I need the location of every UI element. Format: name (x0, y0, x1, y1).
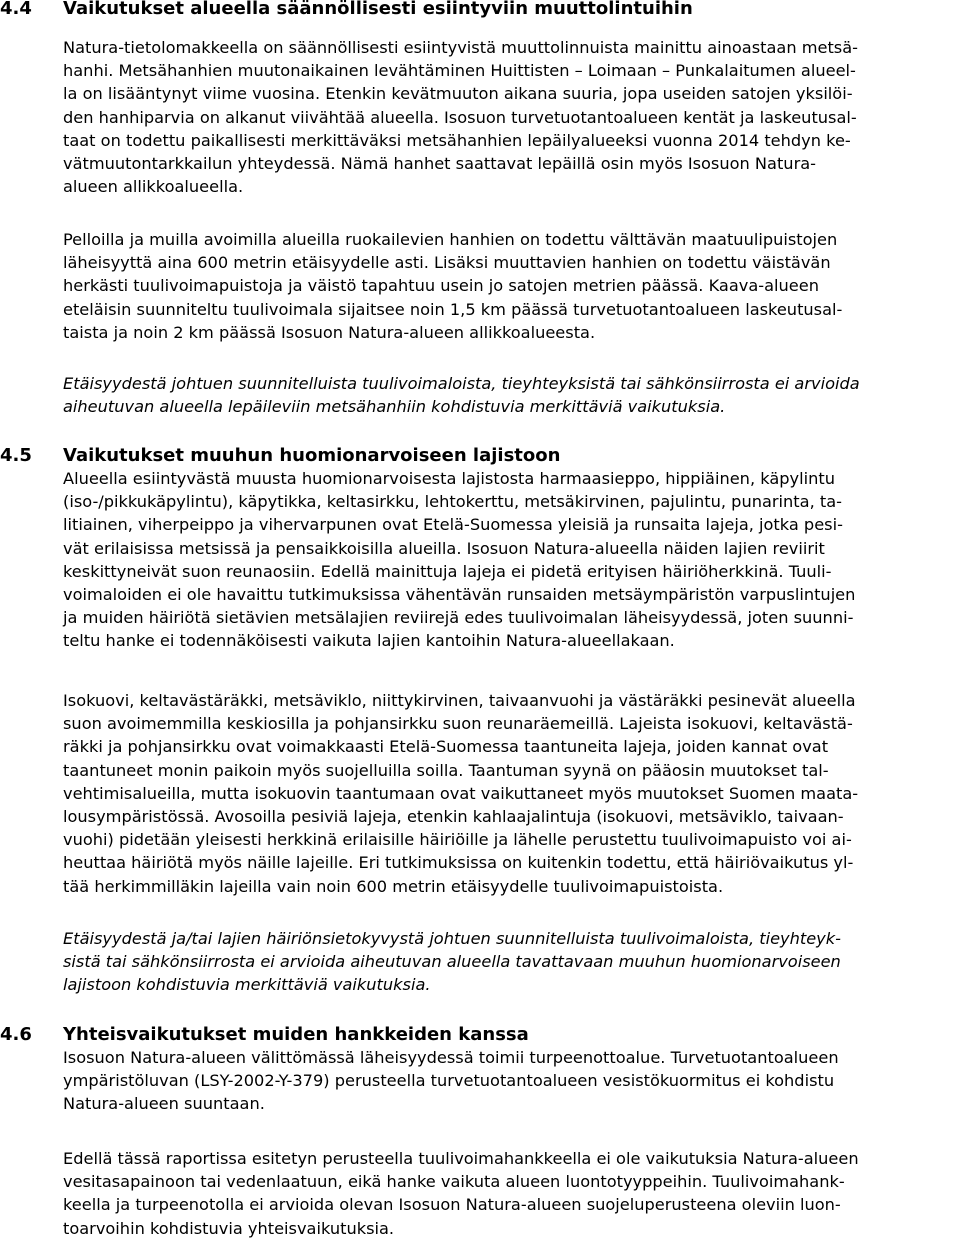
text-line: la on lisääntynyt viime vuosina. Etenkin kevätmuuton aikana suuria, jopa useiden satojen yksilöi- (63, 84, 853, 104)
text-line: taista ja noin 2 km päässä Isosuon Natura-alueen allikkoalueesta. (63, 322, 596, 342)
text-line: den hanhiparvia on alkanut viivähtää alueella. Isosuon turvetuotantoalueen kentät ja laskeutusal- (63, 107, 857, 127)
text-line: lajistoon kohdistuvia merkittäviä vaikutuksia. (63, 975, 431, 995)
text-line: ympäristöluvan (LSY-2002-Y-379) perusteella turvetuotantoalueen vesistökuormitus ei kohdistu (63, 1071, 835, 1091)
paragraph (63, 689, 960, 898)
text-line: hanhi. Metsähanhien muutonaikainen levähtäminen Huittisten – Loimaan – Punkalaitumen alueel- (63, 61, 856, 81)
text-line: Etäisyydestä ja/tai lajien häiriönsietokyvystä johtuen suunnitelluista tuulivoimaloista, tieyhteyk- (63, 929, 841, 948)
text-line: sistä tai sähkönsiirrosta ei arvioida aiheutuvan alueella tavattavaan muuhun huomionarvoiseen (63, 952, 841, 972)
text-line: heuttaa häiriötä myös näille lajeille. Eri tutkimuksissa on kuitenkin todettu, että häiriövaikutus yl- (63, 853, 854, 873)
section-title: Yhteisvaikutukset muiden hankkeiden kanssa (63, 1024, 529, 1045)
section-title: Vaikutukset muuhun huomionarvoiseen lajistoon (63, 445, 561, 466)
text-line: eteläisin suunniteltu tuulivoimala sijaitsee noin 1,5 km päässä turvetuotantoalueen laskeutusal- (63, 299, 843, 319)
text-line: keskittyneivät suon reunaosiin. Edellä mainittuja lajeja ei pidetä erityisen häiriöherkkinä. Tuuli- (63, 561, 832, 581)
text-line: Natura-alueen suuntaan. (63, 1094, 265, 1114)
text-line: teltu hanke ei todennäköisesti vaikuta lajien kantoihin Natura-alueellakaan. (63, 631, 675, 651)
text-line: Natura-tietolomakkeella on säännöllisesti esiintyvistä muuttolinnuista mainittu ainoastaan metsä- (63, 38, 858, 57)
text-line: alueen allikkoalueella. (63, 177, 244, 197)
text-line: vesitasapainoon tai vedenlaatuun, eikä hanke vaikuta alueen luontotyyppeihin. Tuulivoimahank- (63, 1172, 845, 1192)
text-line: herkästi tuulivoimapuistoja ja väistö tapahtuu usein jo satojen metrien päässä. Kaava-alueen (63, 276, 819, 296)
text-line: (iso-/pikkukäpylintu), käpytikka, keltasirkku, lehtokerttu, metsäkirvinen, pajulintu, punarinta, ta- (63, 492, 842, 512)
text-line: taat on todettu paikallisesti merkittäväksi metsähanhien lepäilyalueeksi vuonna 2014 tehdyn ke- (63, 130, 851, 150)
text-line: Alueella esiintyvästä muusta huomionarvoisesta lajistosta harmaasieppo, hippiäinen, käpylintu (63, 469, 835, 488)
text-line: taantuneet monin paikoin myös suojelluilla soilla. Taantuman syynä on pääosin muutokset tal- (63, 760, 829, 780)
text-line: suon avoimemmilla keskiosilla ja pohjansirkku suon reunaräemeillä. Lajeista isokuovi, keltavästä- (63, 714, 853, 734)
section-heading-4-6 (0, 1022, 960, 1048)
text-line: vuohi) pidetään yleisesti herkkinä erilaisille häiriöille ja lähelle perustettu tuulivoimapuisto voi ai- (63, 830, 852, 850)
paragraph (63, 467, 960, 653)
conclusion-paragraph (63, 927, 960, 997)
text-line: Etäisyydestä johtuen suunnitelluista tuulivoimaloista, tieyhteyksistä tai sähkönsiirrosta ei arvioida (63, 374, 860, 393)
conclusion-paragraph (63, 372, 960, 418)
text-line: Isokuovi, keltavästäräkki, metsäviklo, niittykirvinen, taivaanvuohi ja västäräkki pesinevät alueella (63, 691, 856, 710)
text-line: Pelloilla ja muilla avoimilla alueilla ruokailevien hanhien on todettu välttävän maatuulipuistojen (63, 230, 838, 249)
paragraph (63, 1147, 960, 1240)
paragraph (63, 1046, 960, 1116)
text-line: räkki ja pohjansirkku ovat voimakkaasti Etelä-Suomessa taantuneita lajeja, joiden kannat ovat (63, 737, 829, 757)
text-line: läheisyyttä aina 600 metrin etäisyydelle asti. Lisäksi muuttavien hanhien on todettu väistävän (63, 253, 831, 273)
text-line: lousympäristössä. Avosoilla pesiviä lajeja, etenkin kahlaajalintuja (isokuovi, metsäviklo, taivaan- (63, 806, 844, 826)
text-line: ja muiden häiriötä sietävien metsälajien reviirejä edes tuulivoimalan läheisyydessä, joten suunni- (63, 608, 854, 628)
section-number: 4.4 (0, 0, 32, 19)
text-line: vätmuutontarkkailun yhteydessä. Nämä hanhet saattavat lepäillä osin myös Isosuon Natura- (63, 153, 816, 173)
section-number: 4.5 (0, 445, 32, 466)
text-line: Edellä tässä raportissa esitetyn perusteella tuulivoimahankkeella ei ole vaikutuksia Natura-alueen (63, 1149, 859, 1168)
section-title: Vaikutukset alueella säännöllisesti esiintyviin muuttolintuihin (63, 0, 693, 19)
text-line: tää herkimmilläkin lajeilla vain noin 600 metrin etäisyydelle tuulivoimapuistoista. (63, 876, 724, 896)
section-heading-4-5 (0, 443, 960, 469)
text-line: toarvoihin kohdistuvia yhteisvaikutuksia. (63, 1218, 395, 1238)
text-line: vehtimisalueilla, mutta isokuovin taantumaan ovat vaikuttaneet myös muutokset Suomen maata- (63, 783, 859, 803)
paragraph (63, 228, 960, 344)
text-line: voimaloiden ei ole havaittu tutkimuksissa vähentävän runsaiden metsäympäristön varpuslintujen (63, 584, 856, 604)
section-heading-4-4 (0, 0, 960, 22)
paragraph (63, 36, 960, 198)
text-line: Isosuon Natura-alueen välittömässä läheisyydessä toimii turpeenottoalue. Turvetuotantoalueen (63, 1048, 839, 1067)
section-number: 4.6 (0, 1024, 32, 1045)
text-line: aiheutuvan alueella lepäileviin metsähanhiin kohdistuvia merkittäviä vaikutuksia. (63, 397, 726, 417)
text-line: litiainen, viherpeippo ja vihervarpunen ovat Etelä-Suomessa yleisiä ja runsaita lajeja, jotka pesi- (63, 515, 843, 535)
text-line: vät erilaisissa metsissä ja pensaikkoisilla alueilla. Isosuon Natura-alueella näiden lajien reviirit (63, 538, 825, 558)
text-line: keella ja turpeenotolla ei arvioida olevan Isosuon Natura-alueen suojeluperusteena oleviin luon- (63, 1195, 841, 1215)
